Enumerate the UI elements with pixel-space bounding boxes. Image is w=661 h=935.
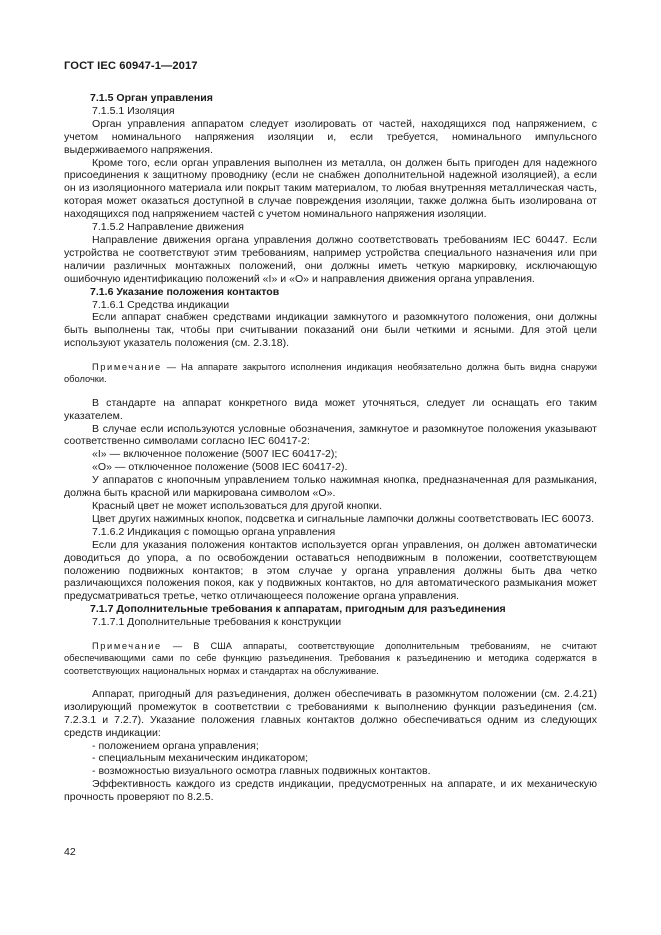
- note-text: — В США аппараты, соответствующие дополнительным требованиям, не считают обеспечивающими сами по себе функцию разъединения. Требования к разъединению и методика содержатся в соответствующих национальных нормах и стандартах на обслуживание.: [64, 641, 597, 676]
- section-7-1-6-title: 7.1.6 Указание положения контактов: [90, 285, 280, 298]
- note-1: [64, 361, 597, 386]
- note-label: Примечание: [92, 362, 162, 373]
- note-text: — На аппарате закрытого исполнения индикация необязательно должна быть видна снаружи оболочки.: [64, 362, 597, 385]
- section-7-1-7-title: 7.1.7 Дополнительные требования к аппаратам, пригодным для разъединения: [90, 603, 506, 616]
- paragraph: Если аппарат снабжен средствами индикации замкнутого и разомкнутого положения, они должны быть выполнены так, чтобы при считывании показаний они были четкими и ясными. Для этой цели используют указатель положения (см. 2.3.18).: [64, 311, 597, 350]
- page-number: 42: [64, 846, 76, 858]
- list-item: - возможностью визуального осмотра главных подвижных контактов.: [92, 765, 431, 778]
- symbol-line: «I» — включенное положение (5007 IEC 60417-2);: [92, 448, 338, 461]
- list-item: - положением органа управления;: [92, 739, 259, 752]
- paragraph: Кроме того, если орган управления выполнен из металла, он должен быть пригоден для надежного присоединения к защитному проводнику (если не снабжен дополнительной надежной изоляцией), а если он из изоляционного материала или покрыт таким материалом, то любая внутренняя металлическая часть, которая может оказаться доступной в случае повреждения изоляции, также должна быть изолирована от находящихся под напряжением частей с учетом номинального напряжения изоляции.: [64, 156, 597, 221]
- list-item: - специальным механическим индикатором;: [92, 752, 308, 765]
- section-7-1-6-1-title: 7.1.6.1 Средства индикации: [92, 298, 230, 311]
- symbol-line: «O» — отключенное положение (5008 IEC 60417-2).: [92, 461, 348, 474]
- section-7-1-7-1-title: 7.1.7.1 Дополнительные требования к конструкции: [92, 616, 342, 629]
- document-header: ГОСТ IEC 60947-1—2017: [64, 60, 198, 72]
- section-7-1-5-1-title: 7.1.5.1 Изоляция: [92, 104, 175, 117]
- document-body: [64, 92, 597, 804]
- paragraph: У аппаратов с кнопочным управлением только нажимная кнопка, предназначенная для размыкания, должна быть красной или маркирована символом «O».: [64, 474, 597, 500]
- paragraph: Красный цвет не может использоваться для другой кнопки.: [92, 499, 383, 512]
- paragraph: В стандарте на аппарат конкретного вида может уточняться, следует ли оснащать его таким указателем.: [64, 396, 597, 422]
- paragraph: Орган управления аппаратом следует изолировать от частей, находящихся под напряжением, с учетом номинального напряжения изоляции и, если требуется, номинального импульсного выдерживаемого напряжения.: [64, 117, 597, 156]
- paragraph: Цвет других нажимных кнопок, подсветка и сигнальные лампочки должны соответствовать IEC 60073.: [92, 512, 595, 525]
- note-2: [64, 640, 597, 677]
- section-7-1-5-title: 7.1.5 Орган управления: [90, 92, 213, 104]
- paragraph: Направление движения органа управления должно соответствовать требованиям IEC 60447. Если устройства не соответствуют этим требованиям, например устройства специального назначения или при наличии различных монтажных положений, они должны иметь четкую маркировку, исключающую ошибочную идентификацию положений «I» и «O» и направления движения органа управления.: [64, 233, 597, 285]
- paragraph: Эффективность каждого из средств индикации, предусмотренных на аппарате, и их механическую прочность проверяют по 8.2.5.: [64, 778, 597, 804]
- paragraph: Аппарат, пригодный для разъединения, должен обеспечивать в разомкнутом положении (см. 2.4.21) изолирующий промежуток в соответствии с требованиями к выполнению функции разъединения (см. 7.2.3.1 и 7.2.7). Указание положения главных контактов должно обеспечиваться одним из следующих средств индикации:: [64, 687, 597, 739]
- note-label: Примечание: [92, 641, 162, 652]
- paragraph: В случае если используются условные обозначения, замкнутое и разомкнутое положения указывают соответственно символами согласно IEC 60417-2:: [64, 422, 597, 448]
- section-7-1-5-2-title: 7.1.5.2 Направление движения: [92, 221, 244, 234]
- paragraph: Если для указания положения контактов используется орган управления, он должен автоматически доводиться до упора, а по освобождении оставаться неподвижным в положении, соответствующем положению подвижных контактов; в этом случае у органа управления должны быть два четко различающихся положения покоя, как у подвижных контактов, но для автоматического размыкания может предусматриваться третье, четко отличающееся положение органа управления.: [64, 538, 597, 603]
- section-7-1-6-2-title: 7.1.6.2 Индикация с помощью органа управления: [92, 525, 336, 538]
